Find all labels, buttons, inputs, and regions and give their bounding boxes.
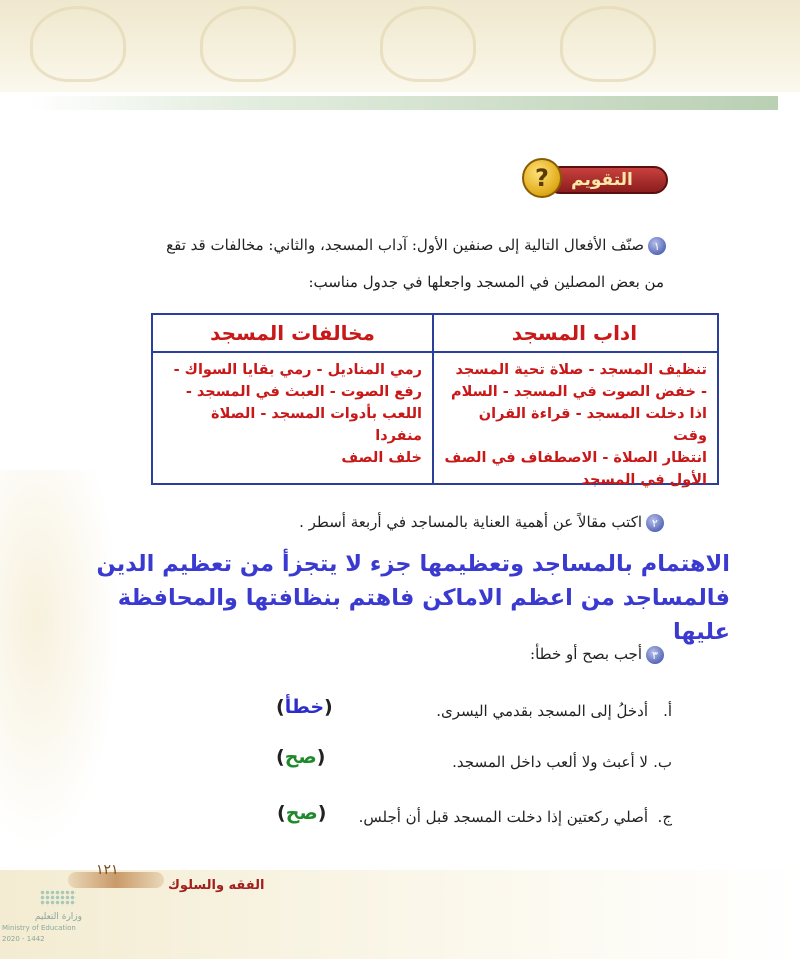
q1-line1 — [166, 236, 666, 255]
list-item: انتظار الصلاة - الاصطفاف في الصف — [444, 450, 707, 466]
ornament-icon — [30, 6, 126, 82]
table-column-violations — [153, 315, 434, 483]
page-number: ١٢١ — [96, 862, 119, 878]
essay-answer — [70, 547, 730, 649]
top-decorative-band — [0, 0, 800, 92]
evaluation-badge — [522, 158, 670, 198]
tf-statement: أصلي ركعتين إذا دخلت المسجد قبل أن أجلس. — [358, 808, 648, 826]
list-item: رمي المناديل - رمي بقايا السواك - — [173, 362, 422, 378]
essay-line: فالمساجد من اعظم الاماكن فاهتم بنظافتها والمحافظة عليها — [117, 585, 730, 645]
badge-label: التقويم — [546, 166, 668, 194]
tf-letter: أ. — [663, 702, 672, 720]
tf-statement: لا أعبث ولا ألعب داخل المسجد. — [452, 753, 648, 771]
table-cell-violations — [153, 353, 432, 475]
list-item: اذا دخلت المسجد - قراءة القران وقت — [478, 406, 707, 444]
ministry-name-en: Ministry of Education — [2, 924, 76, 932]
list-item: الأول في المسجد — [581, 472, 707, 488]
tf-item-a — [436, 702, 672, 720]
q1-line2: من بعض المصلين في المسجد واجعلها في جدول مناسب: — [308, 273, 664, 291]
tf-letter: ج. — [657, 808, 672, 826]
list-item: اللعب بأدوات المسجد - الصلاة منفردا — [211, 406, 422, 444]
subject-title: الفقه والسلوك — [168, 878, 265, 893]
q2-prompt — [299, 513, 664, 532]
tf-answer-c: (صح) — [277, 802, 327, 824]
list-item: تنظيف المسجد - صلاة تحية المسجد — [455, 362, 707, 378]
classification-table — [151, 313, 719, 488]
q3-text: أجب بصح أو خطأ: — [530, 645, 642, 663]
question-mark-icon: ? — [522, 158, 562, 198]
list-item: خلف الصف — [341, 450, 422, 466]
q1-text-1: صنّف الأفعال التالية إلى صنفين الأول: آداب المسجد، والثاني: مخالفات قد تقع — [166, 236, 644, 254]
ornament-icon — [380, 6, 476, 82]
tf-answer-b: (صح) — [276, 746, 326, 768]
q3-prompt — [530, 645, 664, 664]
q1-number: ١ — [648, 237, 666, 255]
ornament-icon — [560, 6, 656, 82]
ministry-year: 2020 - 1442 — [2, 935, 45, 943]
q2-text: اكتب مقالاً عن أهمية العناية بالمساجد في أربعة أسطر . — [299, 513, 642, 531]
list-item: - خفض الصوت في المسجد - السلام — [450, 384, 707, 400]
ministry-name: وزارة التعليم — [34, 912, 82, 922]
list-item: رفع الصوت - العبث في المسجد - — [185, 384, 422, 400]
ornament-icon — [200, 6, 296, 82]
q3-number: ٣ — [646, 646, 664, 664]
table-header-etiquette: اداب المسجد — [432, 315, 717, 353]
table-column-etiquette — [432, 315, 717, 488]
essay-line: الاهتمام بالمساجد وتعظيمها جزء لا يتجزأ من تعظيم الدين — [96, 551, 730, 577]
ministry-logo — [2, 912, 82, 945]
q2-number: ٢ — [646, 514, 664, 532]
side-ornament — [0, 470, 120, 850]
tf-statement: أدخلُ إلى المسجد بقدمي اليسرى. — [436, 702, 648, 720]
tf-letter: ب. — [653, 753, 672, 771]
table-cell-etiquette — [432, 353, 717, 497]
tf-item-c — [359, 808, 672, 826]
tf-answer-a: (خطأ) — [276, 696, 333, 718]
header-gradient-bar — [28, 96, 778, 110]
table-header-violations: مخالفات المسجد — [153, 315, 432, 353]
tf-item-b — [452, 753, 672, 771]
ministry-dots-icon — [40, 890, 76, 906]
